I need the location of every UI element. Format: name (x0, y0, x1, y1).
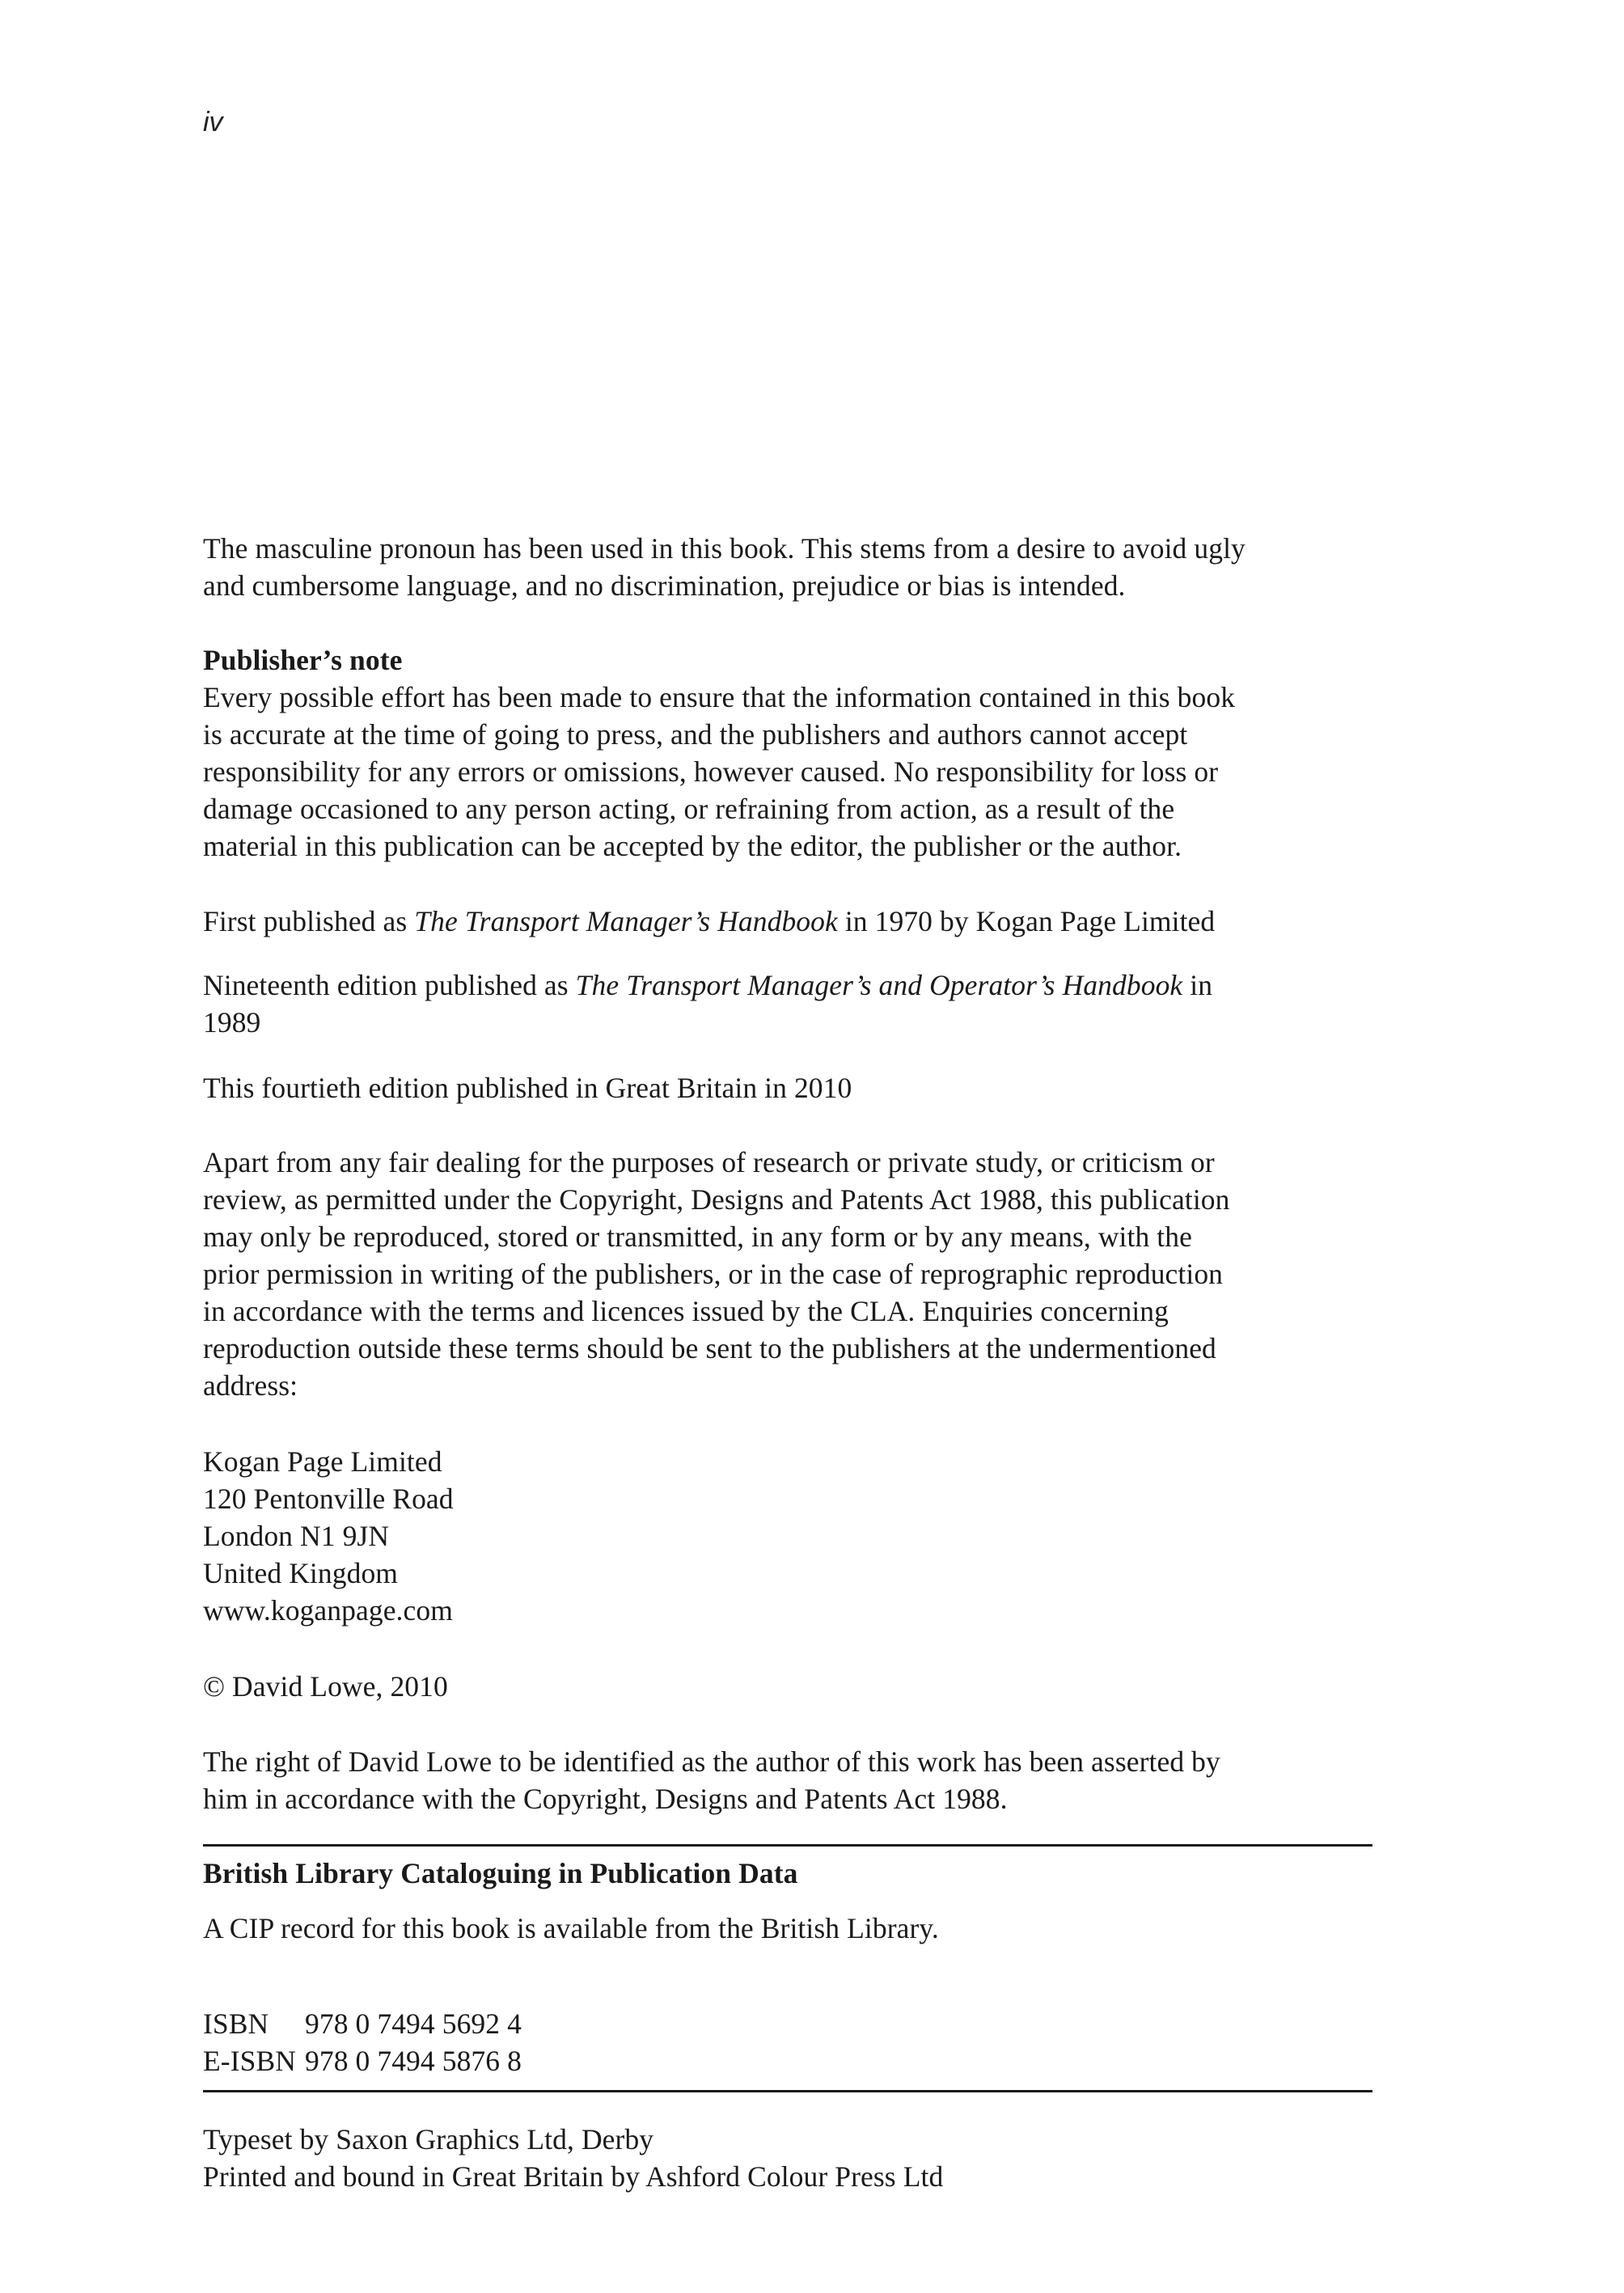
page-number: iv (203, 107, 223, 137)
divider-top (203, 1844, 1372, 1847)
publisher-website-link[interactable]: www.koganpage.com (203, 1594, 453, 1627)
first-published (203, 903, 1376, 940)
eisbn-label: E-ISBN (203, 2045, 296, 2077)
text-line: responsibility for any errors or omissions, however caused. No responsibility for loss or (203, 755, 1219, 788)
address-line: London N1 9JN (203, 1520, 390, 1552)
nineteenth-edition (203, 967, 1376, 1041)
fortieth-edition (203, 1069, 1376, 1106)
cip-text: A CIP record for this book is available from the British Library. (203, 1912, 939, 1944)
isbn-value: 978 0 7494 5692 4 (305, 2007, 522, 2040)
text-line: him in accordance with the Copyright, Designs and Patents Act 1988. (203, 1783, 1008, 1815)
text-line: material in this publication can be accepted by the editor, the publisher or the author. (203, 830, 1182, 862)
cip-heading-block (203, 1855, 1376, 1892)
text-line: may only be reproduced, stored or transmitted, in any form or by any means, with the (203, 1221, 1192, 1253)
publishers-note-heading: Publisher’s note (203, 644, 403, 676)
publisher-address (203, 1443, 1376, 1629)
first-published-suffix: in 1970 by Kogan Page Limited (837, 905, 1216, 937)
text-line: and cumbersome language, and no discrimination, prejudice or bias is intended. (203, 569, 1126, 602)
nineteenth-edition-prefix: Nineteenth edition published as (203, 969, 576, 1001)
nineteenth-edition-year: 1989 (203, 1006, 261, 1039)
copyright-notice (203, 1144, 1376, 1404)
text-line: damage occasioned to any person acting, or refraining from action, as a result of the (203, 793, 1175, 825)
moral-rights (203, 1743, 1376, 1817)
isbn-label: ISBN (203, 2007, 269, 2040)
text-line: Every possible effort has been made to ensure that the information contained in this book (203, 681, 1236, 713)
text-line: prior permission in writing of the publishers, or in the case of reprographic reproduction (203, 1258, 1224, 1290)
eisbn-value: 978 0 7494 5876 8 (305, 2045, 522, 2077)
address-line: 120 Pentonville Road (203, 1483, 454, 1515)
copyright-line (203, 1668, 1376, 1705)
text-line: Apart from any fair dealing for the purposes of research or private study, or criticism or (203, 1146, 1215, 1178)
text-line: address: (203, 1369, 298, 1402)
text-line: The masculine pronoun has been used in this book. This stems from a desire to avoid ugly (203, 532, 1245, 565)
divider-bottom (203, 2090, 1372, 2092)
text-line: is accurate at the time of going to press, and the publishers and authors cannot accept (203, 718, 1188, 751)
nineteenth-edition-suffix: in (1182, 969, 1213, 1001)
first-published-prefix: First published as (203, 905, 415, 937)
text-line: The right of David Lowe to be identified as the author of this work has been asserted by (203, 1745, 1220, 1778)
production-credits (203, 2121, 1376, 2195)
pronoun-disclaimer (203, 530, 1376, 604)
first-published-title: The Transport Manager’s Handbook (414, 905, 838, 937)
text-line: in accordance with the terms and licences issued by the CLA. Enquiries concerning (203, 1295, 1169, 1327)
fortieth-edition-text: This fourtieth edition published in Great Britain in 2010 (203, 1072, 852, 1104)
printer-credit: Printed and bound in Great Britain by Ashford Colour Press Ltd (203, 2160, 944, 2193)
address-line: Kogan Page Limited (203, 1445, 442, 1478)
isbn-row (203, 2005, 1376, 2042)
nineteenth-edition-title: The Transport Manager’s and Operator’s Handbook (575, 969, 1183, 1001)
isbn-block (203, 2005, 1376, 2079)
cip-record (203, 1910, 1376, 1947)
copyright-text: © David Lowe, 2010 (203, 1670, 448, 1703)
address-line: United Kingdom (203, 1557, 399, 1589)
typeset-credit: Typeset by Saxon Graphics Ltd, Derby (203, 2123, 654, 2156)
eisbn-row (203, 2042, 1376, 2079)
text-line: review, as permitted under the Copyright, Designs and Patents Act 1988, this publication (203, 1183, 1230, 1216)
text-line: reproduction outside these terms should be sent to the publishers at the undermentioned (203, 1332, 1216, 1364)
cip-heading: British Library Cataloguing in Publication Data (203, 1857, 798, 1889)
publishers-note (203, 641, 1376, 865)
